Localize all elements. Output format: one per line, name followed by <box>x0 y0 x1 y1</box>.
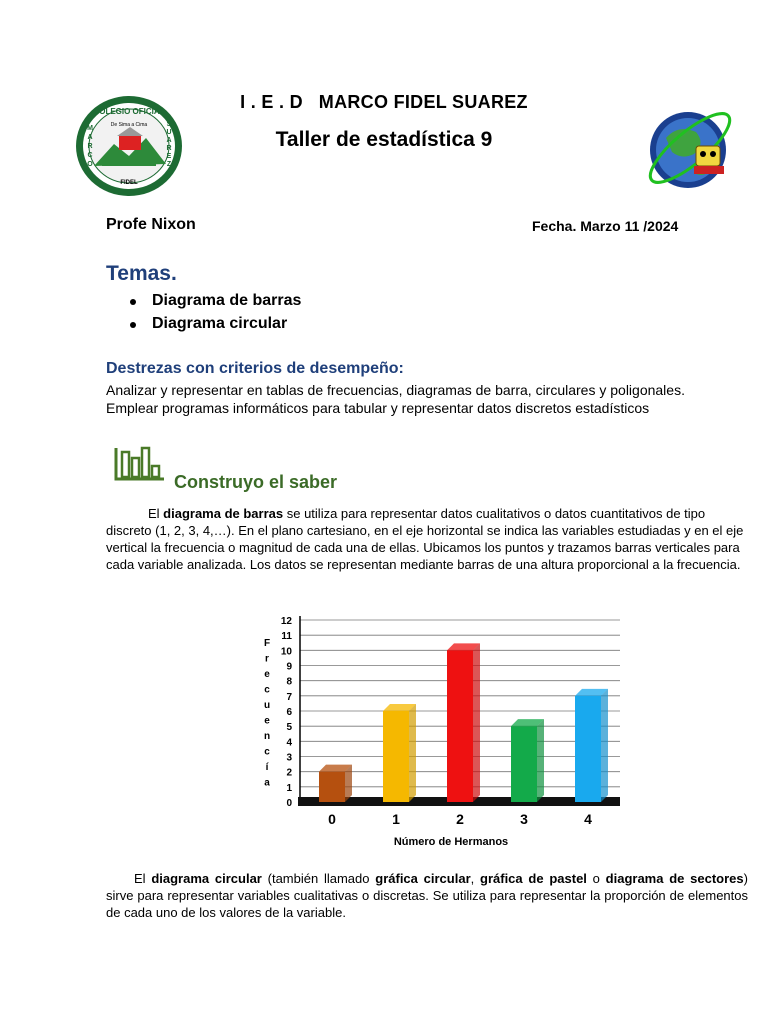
bar-side-tint <box>473 643 480 802</box>
p2-t4: o <box>586 871 606 886</box>
y-tick-label: 10 <box>280 646 292 658</box>
p2-t1: El <box>134 871 152 886</box>
y-tick-label: 0 <box>286 798 292 809</box>
p2-b1: diagrama circular <box>151 871 262 886</box>
y-tick-label: 7 <box>286 691 292 703</box>
bar-side-tint <box>601 689 608 802</box>
list-item: Diagrama circular <box>128 315 301 338</box>
seal-letter: A <box>166 137 172 144</box>
y-tick-label: 2 <box>286 767 292 779</box>
seal-letter: C <box>87 152 93 159</box>
seal-letter: R <box>166 145 172 152</box>
y-tick-label: 8 <box>286 676 292 688</box>
y-axis-label-letter: F <box>263 638 271 649</box>
y-axis-label-letter: c <box>264 684 270 696</box>
y-axis-label-letter: a <box>264 777 270 789</box>
bar-side-tint <box>409 704 416 802</box>
seal-letter: E <box>166 153 172 160</box>
bar-front <box>575 696 601 802</box>
worksheet-title: Taller de estadística 9 <box>275 128 493 151</box>
bar <box>575 689 608 802</box>
topics-heading: Temas. <box>106 262 177 285</box>
y-tick-label: 11 <box>281 631 292 643</box>
p1-lead: El <box>148 506 164 521</box>
bar <box>511 719 544 802</box>
seal-letter: A <box>87 134 93 141</box>
y-axis-label-letter: e <box>264 715 270 727</box>
seal-letter: R <box>87 143 93 150</box>
topics-list <box>128 292 301 338</box>
pie-diagram-paragraph <box>106 870 748 921</box>
bar-front <box>511 726 537 802</box>
bar-chart-icon <box>114 446 166 482</box>
skills-text <box>106 381 746 417</box>
x-tick-label: 0 <box>328 811 336 827</box>
p2-t2: (también llamado <box>261 871 376 886</box>
y-tick-label: 12 <box>280 616 292 627</box>
seal-letter: Z <box>166 161 172 168</box>
p2-t5: ) sirve para representar variables cualitativas o discretas. Se utiliza para representar la proporción de elementos de cada uno de los valores de la variable. <box>106 871 748 920</box>
bar <box>383 704 416 802</box>
seal-letter: U <box>166 129 172 136</box>
bar-chart <box>256 602 628 852</box>
y-axis-label-letter: u <box>263 700 271 711</box>
bar-front <box>319 772 345 802</box>
section-title: Construyo el saber <box>174 472 338 492</box>
y-axis-label-letter: c <box>264 746 270 758</box>
y-axis-label-letter: e <box>264 669 270 680</box>
bar-front <box>447 650 473 802</box>
p1-rest: se utiliza para representar datos cualitativos o datos cuantitativos de tipo discreto (1, 2, 3, 4,…). En el plano cartesiano, en el eje horizontal se indica las variables estudiadas y en el eje vertical la frecuencia o magnitud de cada una de ellas. Ubicamos los puntos y trazamos barras verticales para cada variable analizada. Los datos se representan mediante barras de una altura proporcional a la frecuencia. <box>106 506 744 572</box>
y-axis-label-letter: n <box>263 731 271 742</box>
bar-diagram-paragraph <box>106 505 748 573</box>
list-item: Diagrama de barras <box>128 292 301 315</box>
y-tick-label: 9 <box>286 661 292 673</box>
x-tick-label: 4 <box>584 811 592 827</box>
bar-side-tint <box>537 719 544 802</box>
x-tick-label: 2 <box>456 811 464 827</box>
x-tick-label: 1 <box>392 811 400 827</box>
y-axis-label-letter: í <box>265 762 269 773</box>
seal-top-text: COLEGIO OFICIAL <box>93 107 165 116</box>
x-axis-label: Número de Hermanos <box>393 836 509 848</box>
p2-b3: gráfica de pastel <box>480 871 587 886</box>
p2-t3: , <box>470 871 481 886</box>
seal-motto: De Sima a Cima <box>110 122 148 128</box>
skills-line-1: Analizar y representar en tablas de frecuencias, diagramas de barra, circulares y poligonales. <box>106 382 685 398</box>
school-name: I . E . D MARCO FIDEL SUAREZ <box>240 92 528 112</box>
seal-letter: S <box>166 121 172 128</box>
y-tick-label: 6 <box>286 707 292 718</box>
skills-line-2: Emplear programas informáticos para tabular y representar datos discretos estadísticos <box>106 400 650 416</box>
worksheet-date: Fecha. Marzo 11 /2024 <box>532 218 679 234</box>
seal-letter: M <box>87 125 93 132</box>
bar-front <box>383 711 409 802</box>
p2-b4: diagrama de sectores <box>605 871 744 886</box>
p2-b2: gráfica circular <box>375 871 471 886</box>
teacher-name: Profe Nixon <box>106 216 196 233</box>
y-axis-label-letter: r <box>265 653 269 665</box>
y-tick-label: 1 <box>286 782 292 794</box>
x-tick-label: 3 <box>520 811 528 827</box>
y-tick-label: 4 <box>286 737 292 749</box>
bar <box>447 643 480 802</box>
seal-bottom-text: FIDEL <box>120 180 138 186</box>
skills-heading: Destrezas con criterios de desempeño: <box>106 360 404 377</box>
bar <box>319 765 352 802</box>
p1-term: diagrama de barras <box>163 506 284 521</box>
y-tick-label: 5 <box>286 722 292 734</box>
seal-letter: O <box>87 161 93 168</box>
y-tick-label: 3 <box>286 752 292 764</box>
